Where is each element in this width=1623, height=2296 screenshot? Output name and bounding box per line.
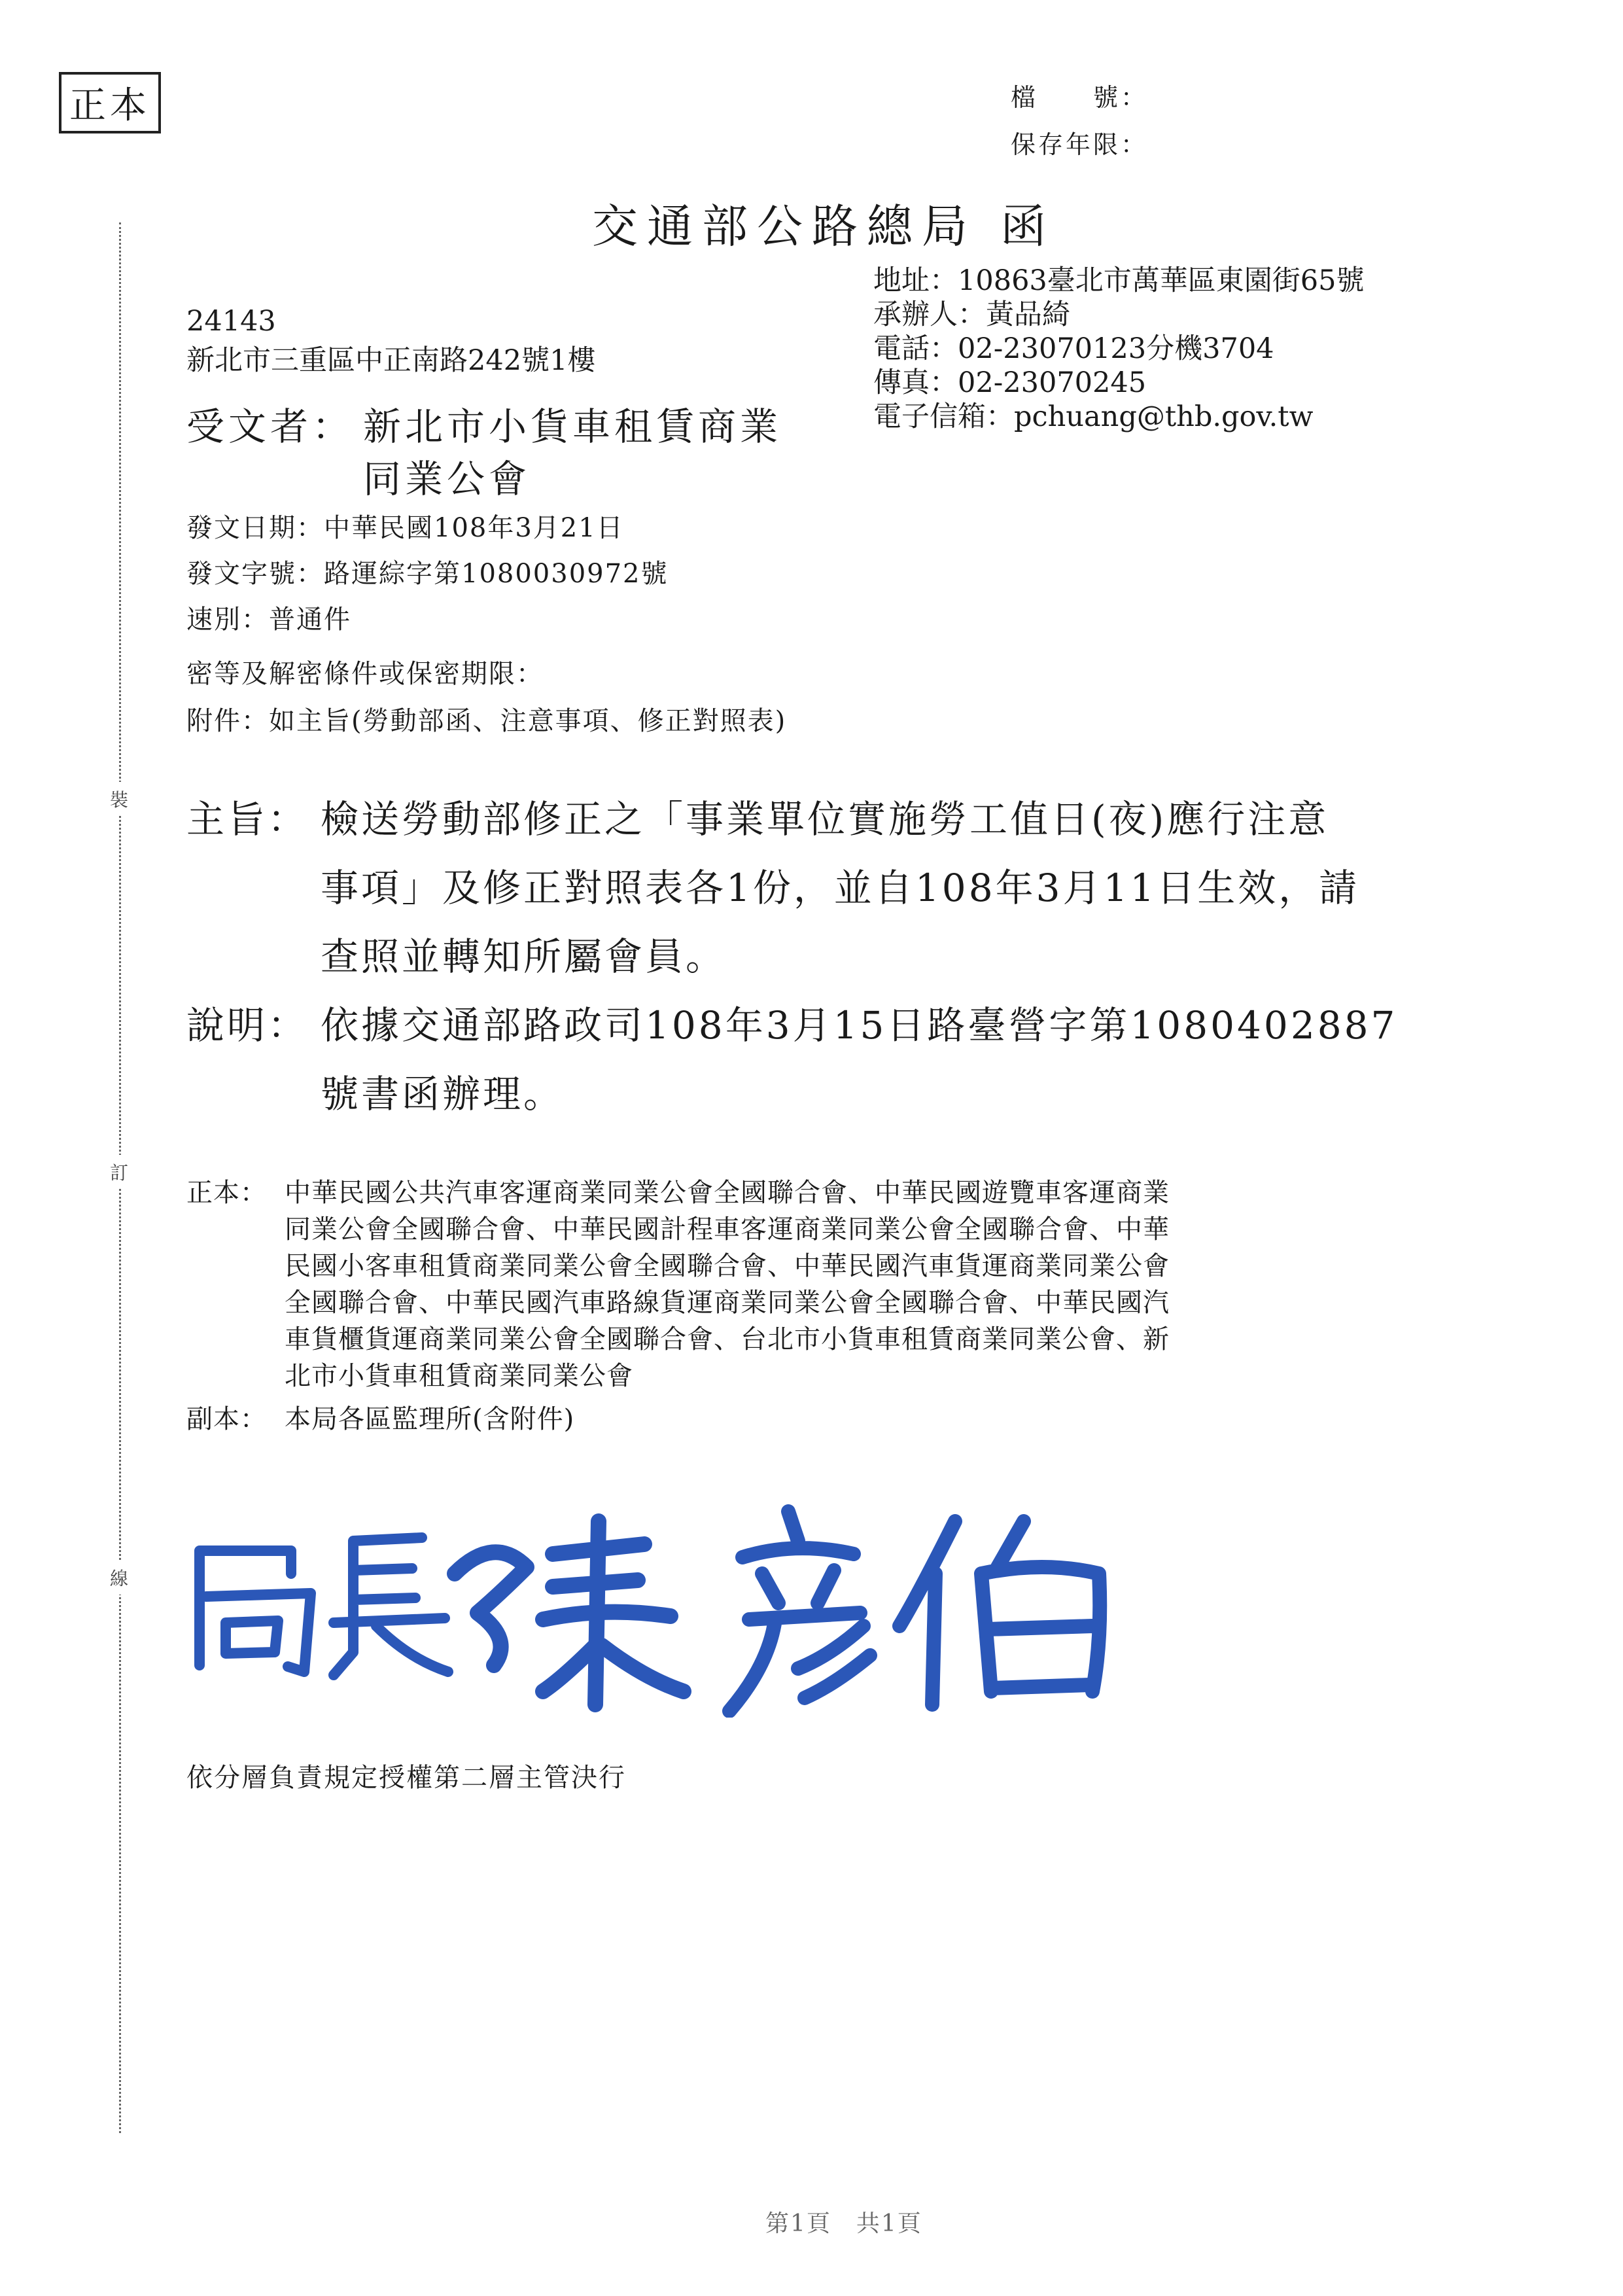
- subject-label: 主旨：: [186, 797, 309, 841]
- sender-address: 地址：10863臺北市萬華區東園街65號: [873, 264, 1365, 297]
- sender-email: 電子信箱：pchuang@thb.gov.tw: [873, 400, 1314, 433]
- recipient-name-line1: 新北市小貨車租賃商業: [363, 404, 782, 449]
- issue-date: 發文日期：中華民國108年3月21日: [186, 513, 624, 543]
- authorization-note: 依分層負責規定授權第二層主管決行: [186, 1763, 626, 1793]
- director-signature: [186, 1495, 1115, 1718]
- distribution-line: 北市小貨車租賃商業同業公會: [285, 1361, 633, 1391]
- distribution-line: 民國小客車租賃商業同業公會全國聯合會、中華民國汽車貨運商業同業公會: [285, 1251, 1170, 1281]
- subject-line: 檢送勞動部修正之「事業單位實施勞工值日(夜)應行注意: [321, 797, 1329, 841]
- document-title: 交通部公路總局 函: [592, 200, 1056, 253]
- page-footer: 第1頁 共1頁: [765, 2210, 922, 2237]
- copy-to-text: 本局各區監理所(含附件): [285, 1404, 575, 1434]
- delivery-speed: 速別：普通件: [186, 605, 351, 635]
- binding-mark-xian: 線: [110, 1561, 128, 1595]
- recipient-name-line2: 同業公會: [363, 457, 531, 501]
- sender-fax: 傳真：02-23070245: [873, 366, 1147, 399]
- copy-to-label: 副本：: [186, 1404, 267, 1434]
- subject-line: 查照並轉知所屬會員。: [321, 934, 727, 979]
- security-level: 密等及解密條件或保密期限：: [186, 659, 544, 689]
- binding-mark-zhuang: 裝: [110, 782, 128, 816]
- subject-line: 事項」及修正對照表各1份，並自108年3月11日生效，請: [321, 866, 1360, 910]
- attachments: 附件：如主旨(勞動部函、注意事項、修正對照表): [186, 706, 787, 736]
- distribution-line: 全國聯合會、中華民國汽車路線貨運商業同業公會全國聯合會、中華民國汽: [285, 1288, 1170, 1318]
- recipient-postal-code: 24143: [186, 305, 276, 338]
- binding-mark-ding: 訂: [110, 1155, 128, 1189]
- explanation-line: 號書函辦理。: [321, 1072, 565, 1116]
- distribution-line: 中華民國公共汽車客運商業同業公會全國聯合會、中華民國遊覽車客運商業: [285, 1178, 1170, 1208]
- file-number-label: 檔 號：: [1011, 83, 1149, 112]
- distribution-line: 同業公會全國聯合會、中華民國計程車客運商業同業公會全國聯合會、中華: [285, 1214, 1170, 1245]
- recipient-label: 受文者：: [186, 404, 355, 449]
- distribution-label: 正本：: [186, 1178, 267, 1208]
- copy-stamp: 正本: [59, 72, 161, 133]
- retention-label: 保存年限：: [1011, 130, 1149, 159]
- explanation-label: 說明：: [186, 1003, 309, 1048]
- distribution-line: 車貨櫃貨運商業同業公會全國聯合會、台北市小貨車租賃商業同業公會、新: [285, 1324, 1170, 1354]
- sender-handler: 承辦人：黃品綺: [873, 298, 1070, 331]
- recipient-street: 新北市三重區中正南路242號1樓: [186, 344, 596, 377]
- document-number: 發文字號：路運綜字第1080030972號: [186, 559, 669, 589]
- explanation-line: 依據交通部路政司108年3月15日路臺營字第1080402887: [321, 1003, 1398, 1048]
- sender-phone: 電話：02-23070123分機3704: [873, 332, 1274, 365]
